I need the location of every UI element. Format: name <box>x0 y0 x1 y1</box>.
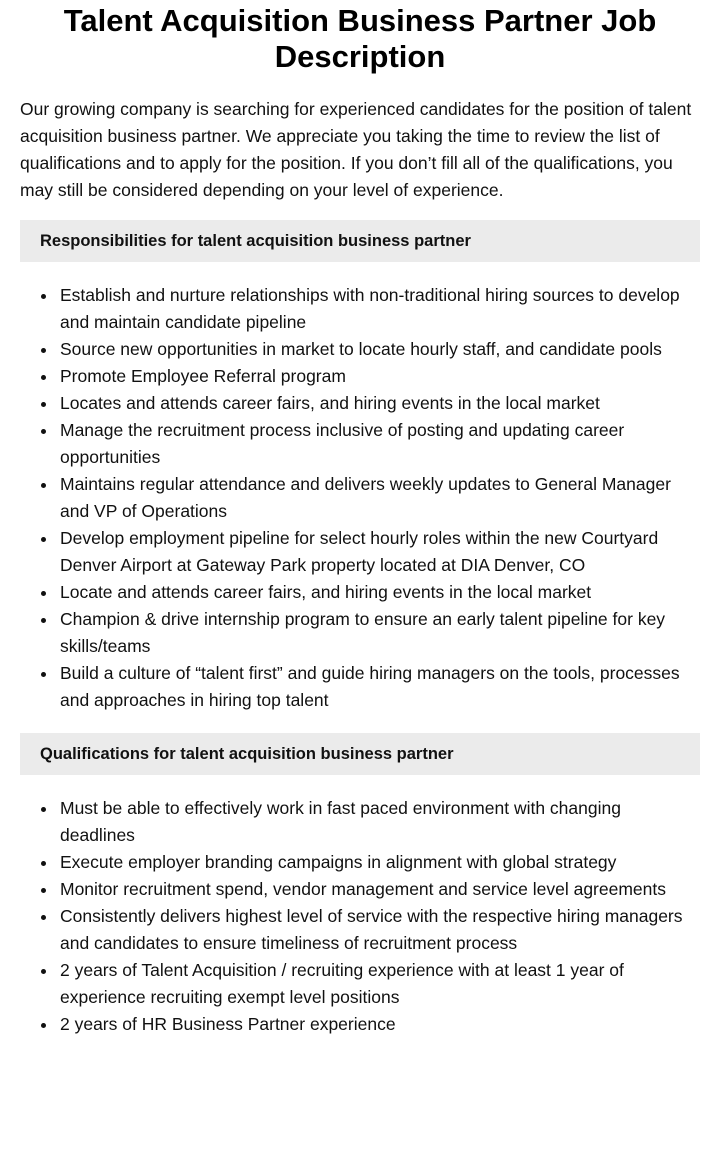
list-item <box>60 579 700 606</box>
list-item-text: Build a culture of “talent first” and guide hiring managers on the tools, processes and approaches in hiring top talent <box>60 663 680 710</box>
list-item-text: Monitor recruitment spend, vendor management and service level agreements <box>60 879 667 899</box>
list-item-text: Maintains regular attendance and delivers weekly updates to General Manager and VP of Operations <box>60 474 671 521</box>
list-item-text: Develop employment pipeline for select hourly roles within the new Courtyard Denver Airport at Gateway Park property located at DIA Denver, CO <box>60 528 659 575</box>
bullet-icon <box>41 915 46 920</box>
list-item-text: Consistently delivers highest level of service with the respective hiring managers and candidates to ensure timeliness of recruitment process <box>60 906 683 953</box>
list-item <box>60 903 700 957</box>
list-item <box>60 795 700 849</box>
bullet-icon <box>41 348 46 353</box>
bullet-icon <box>41 672 46 677</box>
list-item <box>60 849 700 876</box>
list-item <box>60 363 700 390</box>
bullet-icon <box>41 294 46 299</box>
list-item <box>60 876 700 903</box>
list-item-text: Establish and nurture relationships with non-traditional hiring sources to develop and maintain candidate pipeline <box>60 285 680 332</box>
intro-paragraph: Our growing company is searching for experienced candidates for the position of talent acquisition business partner. We appreciate you taking the time to review the list of qualifications and to apply for the position. If you don’t fill all of the qualifications, you may still be considered depending on your level of experience. <box>20 99 692 200</box>
list-item <box>60 606 700 660</box>
qualifications-heading: Qualifications for talent acquisition business partner <box>20 733 700 775</box>
list-item-text: Locates and attends career fairs, and hiring events in the local market <box>60 393 600 413</box>
list-item <box>60 471 700 525</box>
list-item <box>60 525 700 579</box>
qualifications-list <box>20 795 700 1038</box>
list-item-text: 2 years of Talent Acquisition / recruiting experience with at least 1 year of experience recruiting exempt level positions <box>60 960 624 1007</box>
list-item-text: Locate and attends career fairs, and hiring events in the local market <box>60 582 592 602</box>
list-item <box>60 336 700 363</box>
list-item-text: Champion & drive internship program to ensure an early talent pipeline for key skills/teams <box>60 609 666 656</box>
bullet-icon <box>41 861 46 866</box>
list-item-text: Must be able to effectively work in fast paced environment with changing deadlines <box>60 798 621 845</box>
bullet-icon <box>41 888 46 893</box>
list-item-text: Promote Employee Referral program <box>60 366 346 386</box>
list-item-text: Execute employer branding campaigns in alignment with global strategy <box>60 852 617 872</box>
bullet-icon <box>41 537 46 542</box>
list-item <box>60 660 700 714</box>
bullet-icon <box>41 807 46 812</box>
bullet-icon <box>41 429 46 434</box>
list-item <box>60 417 700 471</box>
responsibilities-heading: Responsibilities for talent acquisition business partner <box>20 220 700 262</box>
list-item <box>60 957 700 1011</box>
job-description-page <box>0 3 720 1038</box>
list-item-text: Source new opportunities in market to locate hourly staff, and candidate pools <box>60 339 662 359</box>
bullet-icon <box>41 969 46 974</box>
bullet-icon <box>41 402 46 407</box>
list-item <box>60 282 700 336</box>
page-title: Talent Acquisition Business Partner Job Description <box>63 3 657 74</box>
bullet-icon <box>41 618 46 623</box>
bullet-icon <box>41 591 46 596</box>
responsibilities-list <box>20 282 700 714</box>
list-item-text: 2 years of HR Business Partner experience <box>60 1014 396 1034</box>
bullet-icon <box>41 483 46 488</box>
bullet-icon <box>41 375 46 380</box>
bullet-icon <box>41 1023 46 1028</box>
list-item-text: Manage the recruitment process inclusive of posting and updating career opportunities <box>60 420 625 467</box>
list-item <box>60 390 700 417</box>
list-item <box>60 1011 700 1038</box>
